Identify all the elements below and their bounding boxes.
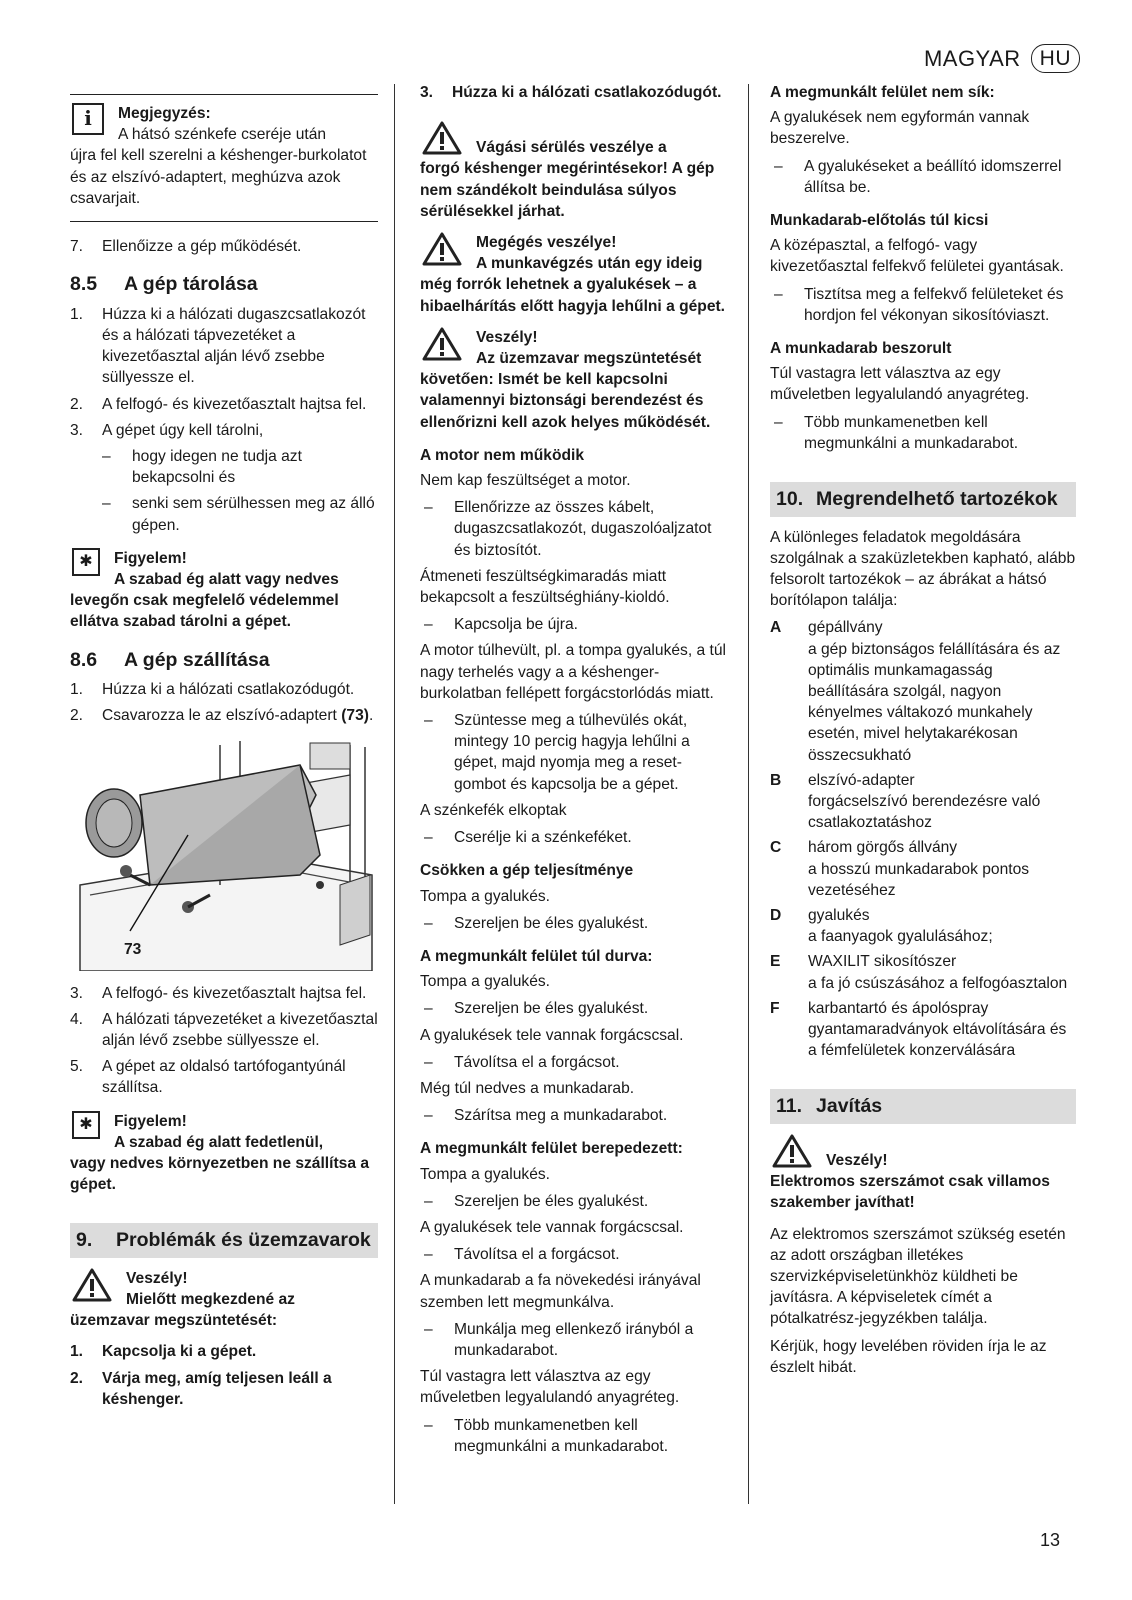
- paragraph: A gyalukések nem egyformán vannak beszerelve.: [770, 109, 1030, 148]
- troubleshooting-list: [770, 82, 1076, 454]
- list-item: 1. Húzza ki a hálózati dugaszcsatlakozót és a hálózati tápvezetéket a kivezetőasztal alján lévő zsebbe süllyessze el.: [70, 305, 366, 387]
- dash-item: – Ellenőrizze az összes kábelt, dugaszcsatlakozót, dugaszolóaljzatot és biztosítót.: [424, 499, 712, 559]
- dash-item: – Több munkamenetben kell megmunkálni a munkadarabot.: [774, 413, 1019, 452]
- paragraph: A szénkefék elkoptak: [420, 801, 567, 819]
- list-item: 3. Húzza ki a hálózati csatlakozódugót.: [420, 84, 722, 101]
- paragraph: A munkadarab a fa növekedési irányával szemben lett megmunkálva.: [420, 1272, 701, 1311]
- column-left: [70, 82, 378, 1415]
- paragraph: A motor túlhevült, pl. a tompa gyalukés, a túl nagy terhelés vagy a a késhenger-burkolatban fellépett forgácstorlódás miatt.: [420, 642, 726, 702]
- list-item: 2. A felfogó- és kivezetőasztalt hajtsa fel.: [70, 395, 367, 413]
- list-item: 7. Ellenőizze a gép működését.: [70, 238, 302, 256]
- warning-triangle-icon: [422, 327, 462, 361]
- note-box: [70, 94, 378, 222]
- paragraph: Tompa a gyalukés.: [420, 973, 551, 991]
- danger-box: Megégés veszélye! A munkavégzés után egy ideig még forrók lehetnek a gyalukések – a hibaelhárítás előtt hagyja lehűlni a gépet.: [420, 234, 726, 315]
- paragraph: A gyalukések tele vannak forgácscsal.: [420, 1218, 684, 1236]
- paragraph: Tompa a gyalukés.: [420, 887, 551, 905]
- dash-item: – Távolítsa el a forgácsot.: [424, 1053, 620, 1071]
- column-divider-right: [748, 84, 749, 1504]
- note-text: újra fel kell szerelni a késhenger-burkolatot és az elszívó-adaptert, meghúzva azok csavarjait.: [70, 147, 367, 207]
- paragraph: Átmeneti feszültségkimaradás miatt bekapcsolt a feszültséghiány-kioldó.: [420, 567, 670, 607]
- accessory-item: E WAXILIT sikosítószer a fa jó csúszásához a felfogóasztalon: [770, 953, 1068, 992]
- attention-box: ✱ Figyelem! A szabad ég alatt vagy nedves levegőn csak megfelelő védelemmel ellátva szabad tárolni a gépet.: [70, 549, 339, 631]
- paragraph: Túl vastagra lett választva az egy műveletben legyalulandó anyagréteg.: [420, 1368, 680, 1407]
- attention-icon: ✱: [72, 548, 100, 576]
- info-icon: i: [72, 103, 104, 135]
- subheading: Munkadarab-előtolás túl kicsi: [770, 212, 989, 230]
- list-item: 2. Csavarozza le az elszívó-adaptert (73).: [70, 707, 374, 725]
- paragraph: Tompa a gyalukés.: [420, 1165, 551, 1183]
- accessories-intro: A különleges feladatok megoldására szolgálnak a szaküzletekben kapható, alább felsorolt tartozékok – az ábrákat a hátsó borítólapon találja:: [770, 528, 1076, 610]
- language-indicator: [924, 44, 1080, 74]
- section-heading-8-6: 8.6 A gép szállítása: [70, 648, 270, 671]
- paragraph: Kérjük, hogy levelében röviden írja le az észlelt hibát.: [770, 1337, 1047, 1376]
- paragraph: A középasztal, a felfogó- vagy kivezetőasztal felfekvő felületei gyantásak.: [770, 237, 1064, 276]
- accessory-item: B elszívó-adapter forgácselszívó berendezésre való csatlakoztatáshoz: [770, 771, 1041, 832]
- troubleshooting-list: [420, 445, 730, 1457]
- dash-item: – Szárítsa meg a munkadarabot.: [424, 1107, 668, 1125]
- warning-triangle-icon: [72, 1268, 112, 1302]
- paragraph: Túl vastagra lett választva az egy műveletben legyalulandó anyagréteg.: [770, 365, 1030, 404]
- note-line1: A hátsó szénkefe cseréje után: [118, 126, 327, 144]
- subheading: Csökken a gép teljesítménye: [420, 862, 634, 880]
- column-right: [770, 82, 1076, 1384]
- dash-item: – Több munkamenetben kell megmunkálni a munkadarabot.: [424, 1416, 669, 1455]
- paragraph: Még túl nedves a munkadarab.: [420, 1079, 635, 1097]
- accessory-item: D gyalukés a faanyagok gyalulásához;: [770, 907, 993, 946]
- list-item: 2. Várja meg, amíg teljesen leáll a késhenger.: [70, 1369, 332, 1408]
- dash-item: – Cserélje ki a szénkeféket.: [424, 829, 632, 847]
- dash-item: – Kapcsolja be újra.: [424, 616, 578, 634]
- paragraph: A gyalukések tele vannak forgácscsal.: [420, 1026, 684, 1044]
- note-title: Megjegyzés:: [118, 105, 211, 122]
- danger-box: Veszély! Elektromos szerszámot csak villamos szakember javíthat!: [770, 1134, 1076, 1214]
- accessories-list: [770, 617, 1076, 1061]
- dash-item: – Szereljen be éles gyalukést.: [424, 914, 649, 932]
- figure-label-73: 73: [124, 940, 142, 958]
- dash-item: – A gyalukéseket a beállító idomszerrel állítsa be.: [774, 157, 1062, 196]
- warning-triangle-icon: [422, 232, 462, 266]
- dash-item: – Távolítsa el a forgácsot.: [424, 1246, 620, 1264]
- dash-item: – Szüntesse meg a túlhevülés okát, mintegy 10 percig hagyja lehűlni a gépet, majd nyomja meg a reset-gombot és kapcsolja be a gépet.: [424, 712, 690, 793]
- accessory-item: C három görgős állvány a hosszú munkadarabok pontos vezetéséhez: [770, 839, 1030, 899]
- paragraph: Az elektromos szerszámot szükség esetén az adott országban illetékes szervizképviseletünkhöz küldheti be javításra. A képviseletek címét a pótalkatrész-jegyzékben találja.: [770, 1225, 1066, 1328]
- subheading: A megmunkált felület nem sík:: [770, 84, 995, 101]
- warning-triangle-icon: [422, 121, 462, 155]
- list-item: 5. A gépet az oldalsó tartófogantyúnál szállítsa.: [70, 1058, 346, 1097]
- language-label: MAGYAR: [923, 46, 1021, 71]
- subheading: A megmunkált felület túl durva:: [420, 947, 653, 965]
- danger-box: Vágási sérülés veszélye a forgó késhenger megérintésekor! A gép nem szándékolt beindulása súlyos sérülésekkel járhat.: [420, 121, 730, 222]
- dash-item: – senki sem sérülhessen meg az álló gépen.: [102, 495, 375, 534]
- list-item: 3. A gépet úgy kell tárolni,: [70, 421, 264, 439]
- danger-box: Veszély! Mielőtt megkezdené az üzemzavar megszüntetését:: [70, 1269, 295, 1330]
- subheading: A motor nem működik: [420, 446, 585, 464]
- section-heading-10: 10. Megrendelhető tartozékok: [770, 482, 1076, 517]
- danger-box: Veszély! Az üzemzavar megszüntetését követően: Ismét be kell kapcsolni valamennyi biztonsági berendezést és ellenőrizni kell azok helyes működését.: [420, 328, 711, 431]
- dash-item: – hogy idegen ne tudja azt bekapcsolni és: [102, 447, 302, 487]
- section-heading-9: 9. Problémák és üzemzavarok: [70, 1223, 378, 1258]
- section-heading-11: 11. Javítás: [770, 1089, 1076, 1124]
- dash-item: – Szereljen be éles gyalukést.: [424, 1192, 649, 1210]
- subheading: A munkadarab beszorult: [770, 340, 952, 358]
- list-item: 1. Húzza ki a hálózati csatlakozódugót.: [70, 681, 355, 699]
- language-code-badge: HU: [1031, 44, 1080, 73]
- column-divider-left: [394, 84, 395, 1504]
- list-item: 3. A felfogó- és kivezetőasztalt hajtsa fel.: [70, 984, 367, 1002]
- planer-drawing: [70, 735, 378, 971]
- paragraph: Nem kap feszültséget a motor.: [420, 472, 631, 490]
- page-number: 13: [1039, 1529, 1060, 1550]
- list-item: 1. Kapcsolja ki a gépet.: [70, 1343, 257, 1361]
- attention-icon: ✱: [72, 1111, 100, 1139]
- list-item: 4. A hálózati tápvezetéket a kivezetőasztal alján lévő zsebbe süllyessze el.: [70, 1010, 378, 1049]
- machine-illustration: [70, 735, 378, 971]
- dash-item: – Tisztítsa meg a felfekvő felületeket és hordjon fel vékonyan sikosítóviaszt.: [774, 285, 1064, 324]
- accessory-item: F karbantartó és ápolóspray gyantamaradványok eltávolítására és a fémfelületek konzerválására: [770, 999, 1067, 1060]
- column-middle: [420, 82, 730, 1462]
- accessory-item: A gépállvány a gép biztonságos felállítására és az optimális munkamagasság beállítására szolgál, nagyon kényelmes váltakozó munkahely esetén, mivel helytakarékosan összecsukható: [770, 619, 1061, 764]
- warning-triangle-icon: [772, 1134, 812, 1168]
- section-heading-8-5: 8.5 A gép tárolása: [70, 273, 258, 296]
- dash-item: – Munkálja meg ellenkező irányból a munkadarabot.: [424, 1320, 694, 1359]
- dash-item: – Szereljen be éles gyalukést.: [424, 1000, 649, 1018]
- subheading: A megmunkált felület berepedezett:: [420, 1140, 683, 1158]
- attention-box: ✱ Figyelem! A szabad ég alatt fedetlenül, vagy nedves környezetben ne szállítsa a gépet.: [70, 1112, 370, 1194]
